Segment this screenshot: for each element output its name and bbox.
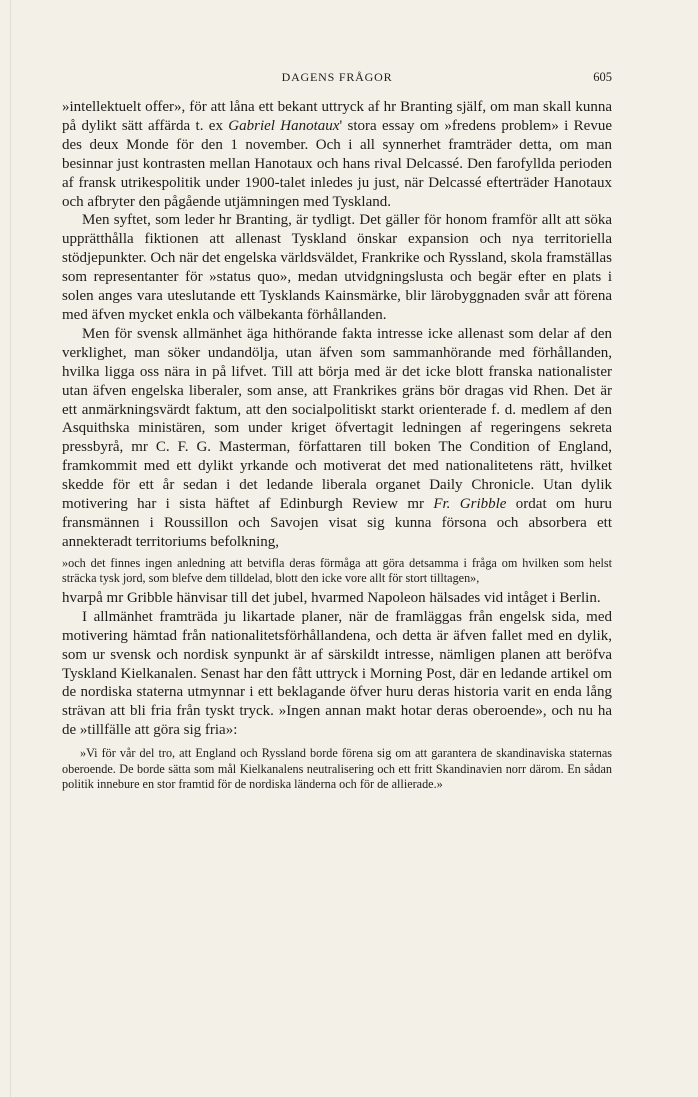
scan-edge-divider <box>10 0 11 1097</box>
paragraph-3-text-b: ordat om huru fransmännen i Roussillon och Savojen visat sig kunna försona och absorbera ett annekteradt territoriums befolkning, <box>62 496 612 550</box>
running-head: DAGENS FRÅGOR <box>281 70 393 84</box>
paragraph-3-italic-name: Fr. Gribble <box>433 496 507 513</box>
paragraph-3 <box>62 325 612 552</box>
body-text <box>62 98 612 795</box>
block-quote-2: »Vi för vår del tro, att England och Ryssland borde förena sig om att garantera de skandinaviska staternas oberoende. De borde sätta som mål Kielkanalens neutralisering och ett fritt Skandinavien norr därom. En sådan politik innebure en stor framtid för de nordiska länderna och för de allierade.» <box>62 746 612 792</box>
page-header <box>62 70 612 90</box>
paragraph-1-italic-name: Gabriel Hanotaux <box>228 117 340 134</box>
block-quote-1: »och det finnes ingen anledning att betvifla deras förmåga att göra detsamma i fråga om hvilken som helst sträcka tysk jord, som blefve dem tilldelad, blott den icke vore allt för stort tilltagen», <box>62 555 612 586</box>
paragraph-3-text-a: Men för svensk allmänhet äga hithörande fakta intresse icke allenast som delar af den verklighet, man söker undandölja, utan äfven som sammanhörande med förhållanden, hvilka ligga oss nära in på lifvet. Till att börja med är det icke blott franska nationalister utan äfven engelska liberaler, som anse, att Frankrikes gräns bör dragas vid Rhen. Det är ett anmärkningsvärdt faktum, att den socialpolitiskt starkt orienterade f. d. medlem af den Asquithska ministären, som under kriget öfvertagit ledningen af regeringens sekreta pressbyrå, mr C. F. G. Masterman, författaren till boken The Condition of England, framkommit med ett dylikt yrkande och motiverat det med nationalitetens rätt, hvilket skedde för ett år sedan i det ledande liberala organet Daily Chronicle. Utan dylik motivering har i sista häftet af Edinburgh Review mr <box>62 325 612 513</box>
paragraph-1-text-b: ' stora essay om »fredens problem» i Revue des deux Monde för den 1 november. Och i all synnerhet framträder detta, om man besinnar just kontrasten mellan Hanotaux och hans rival Delcassé. Den farofyllda perioden af fransk utrikespolitik under 1900-talet inledes ju just, när Delcassé efterträder Hanotaux och afbryter den pågående utjämningen med Tyskland. <box>62 117 612 210</box>
paragraph-1 <box>62 98 612 211</box>
paragraph-5: I allmänhet framträda ju likartade planer, när de framläggas från engelsk sida, med motivering hämtad från nationalitetsförhållandena, och detta är äfven fallet med en dylik, som ur svensk och nordisk synpunkt är af särskildt intresse, nämligen planen att beröfva Tyskland Kielkanalen. Senast har den fått uttryck i Morning Post, där en ledande artikel om de nordiska staterna utmynnar i ett beklagande öfver huru deras historia varit en enda lång strävan att bli fria från tyskt tryck. »Ingen annan makt hotar deras oberoende», och nu ha de »tillfälle att göra sig fria»: <box>62 608 612 739</box>
paragraph-2: Men syftet, som leder hr Branting, är tydligt. Det gäller för honom framför allt att söka upprätthålla fiktionen att allenast Tyskland önskar expansion och nya territoriella stödjepunkter. Och när det engelska världsväldet, Frankrike och Ryssland, skola framställas som representanter för »status quo», medan utvidgningslusta och begär efter en plats i solen anges vara uteslutande ett Tysklands Kainsmärke, blir lärobyggnaden svår att förena med äfven mycket enkla och välbekanta förhållanden. <box>62 212 612 323</box>
page-number: 605 <box>593 70 612 84</box>
paragraph-1-text-a: »intellektuelt offer», för att låna ett bekant uttryck af hr Branting själf, om man skall kunna på dylikt sätt affärda t. ex <box>62 99 612 134</box>
paragraph-4: hvarpå mr Gribble hänvisar till det jubel, hvarmed Napoleon hälsades vid intåget i Berlin. <box>62 589 601 606</box>
